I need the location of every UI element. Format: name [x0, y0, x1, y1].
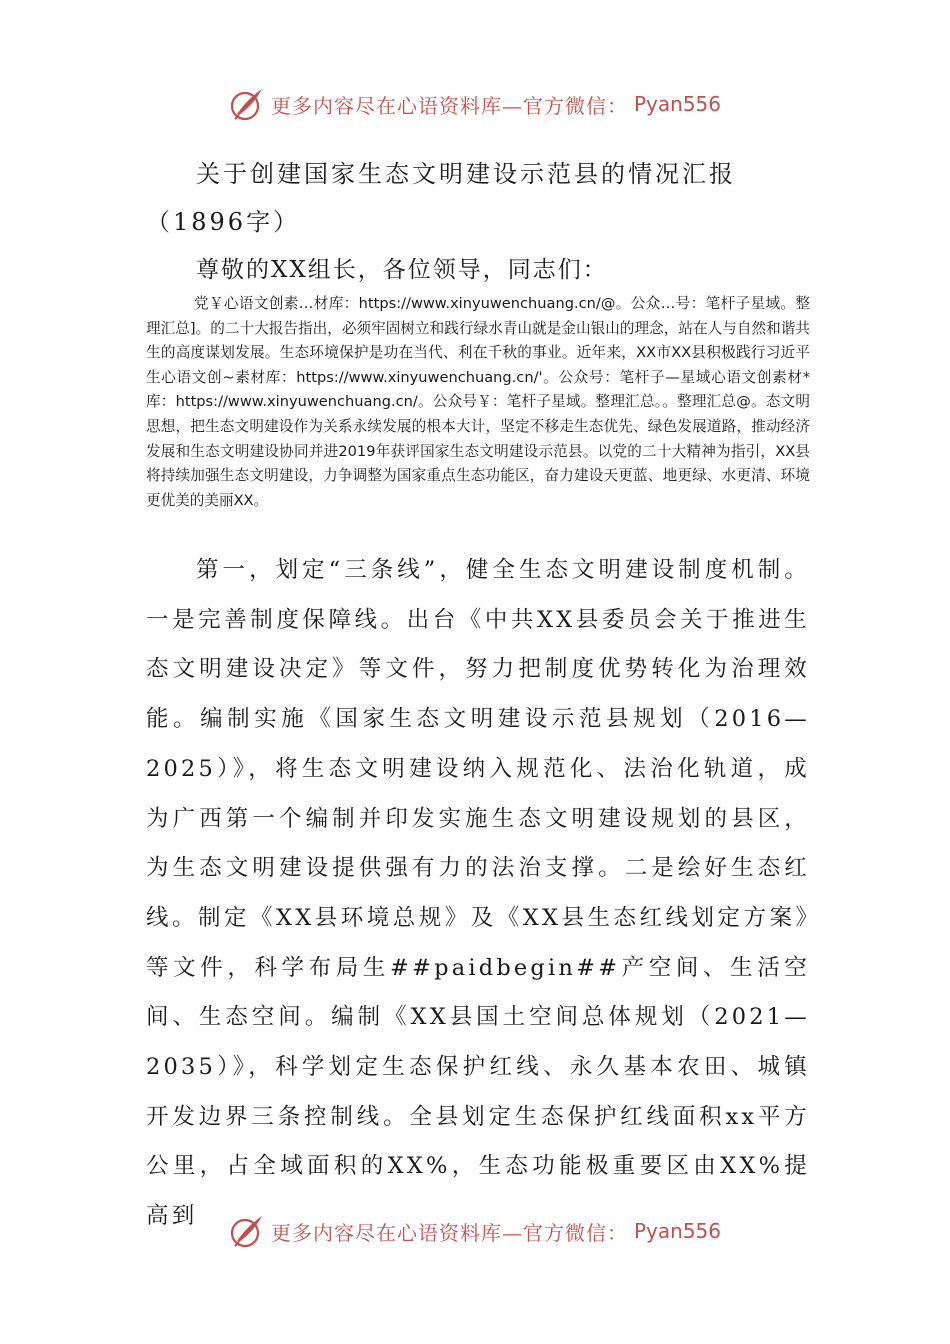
header-wechat-id: Pyan556 — [633, 92, 721, 116]
document-title: 关于创建国家生态文明建设示范县的情况汇报（1896字） — [146, 160, 736, 236]
header-banner — [0, 84, 950, 124]
header-banner-text: 更多内容尽在心语资料库—官方微信： — [270, 93, 628, 118]
quill-pen-logo-icon — [229, 86, 265, 122]
body-paragraph: 第一，划定“三条线”，健全生态文明建设制度机制。一是完善制度保障线。出台《中共XX县委员会关于推进生态文明建设决定》等文件，努力把制度优势转化为治理效能。编制实施《国家生态文明建设示范县规划（2016—2025）》，将生态文明建设纳入规范化、法治化轨道，成为广西第一个编制并印发实施生态文明建设规划的县区，为生态文明建设提供强有力的法治支撑。二是绘好生态红线。制定《XX县环境总规》及《XX县生态红线划定方案》等文件，科学布局生##paidbegin##产空间、生活空间、生态空间。编制《XX县国土空间总体规划（2021—2035）》，科学划定生态保护红线、永久基本农田、城镇开发边界三条控制线。全县划定生态保护红线面积xx平方公里，占全域面积的XX%，生态功能极重要区由XX%提高到 — [146, 557, 810, 1230]
greeting: 尊敬的XX组长，各位领导，同志们： — [196, 257, 608, 283]
quill-pen-logo-icon — [229, 1213, 265, 1249]
footer-banner — [0, 1211, 950, 1251]
intro-paragraph: 党￥心语文创素…材库：https://www.xinyuwenchuang.cn/@。公众…号：笔杆子星域。整理汇总]。的二十大报告指出，必须牢固树立和践行绿水青山就是金山银山的理念，站在人与自然和谐共生的高度谋划发展。生态环境保护是功在当代、利在千秋的事业。近年来，XX市XX县积极践行习近平生心语文创~素材库：https://www.xinyuwenchuang.cn/'。公众号：笔杆子—星域心语文创素材*库：https://www.xinyuwenchuang.cn/。公众号￥：笔杆子星域。整理汇总。。整理汇总@。态文明思想，把生态文明建设作为关系永续发展的根本大计，坚定不移走生态优先、绿色发展道路，推动经济发展和生态文明建设协同并进2019年获评国家生态文明建设示范县。以党的二十大精神为指引，XX县将持续加强生态文明建设，力争调整为国家重点生态功能区，奋力建设天更蓝、地更绿、水更清、环境更优美的美丽XX。 — [146, 295, 810, 509]
footer-wechat-id: Pyan556 — [633, 1219, 721, 1243]
footer-banner-text: 更多内容尽在心语资料库—官方微信： — [270, 1220, 628, 1245]
